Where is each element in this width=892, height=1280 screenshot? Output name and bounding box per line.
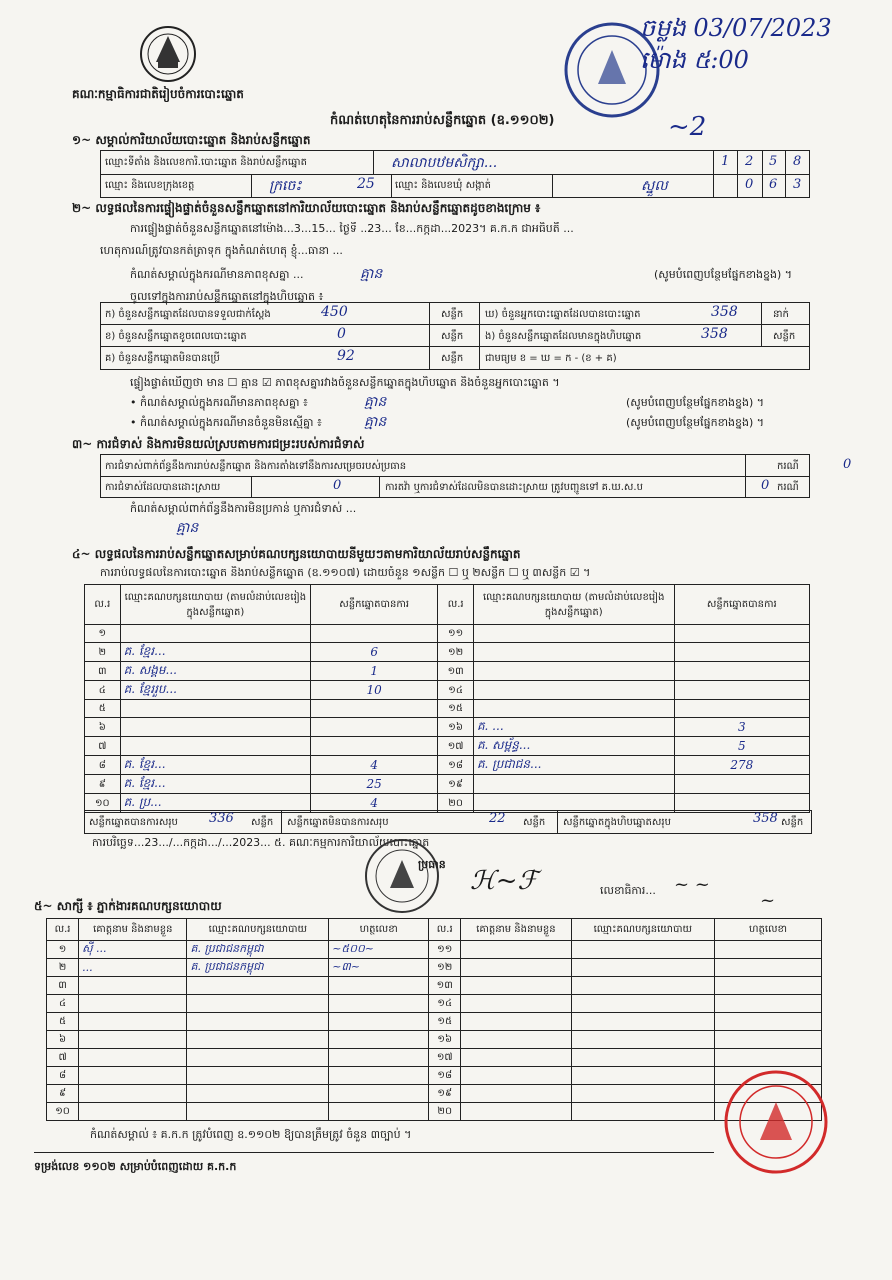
section3-note-hw: គ្មាន [176, 520, 199, 536]
objection-r2-value: 0 [333, 478, 342, 493]
w-right-no: ១៥ [429, 1013, 461, 1031]
w-right-party [571, 995, 715, 1013]
right-no: ១៨ [438, 756, 474, 775]
table-row [85, 718, 810, 737]
section2-line5: ផ្ទៀងផ្ទាត់ឃើញថា មាន ☐ គ្មាន ☑ ភាពខុសគ្នារវាងចំនួនសន្លឹកឆ្នោតក្នុងហិបឆ្នោត និងចំនួនអ្នកបោះឆ្នោត ។ [130, 376, 560, 389]
right-votes: 5 [674, 737, 809, 756]
bullet2-note: (សូមបំពេញបន្ថែមផ្នែកខាងខ្នង) ។ [626, 416, 765, 429]
total-invalid-label: សន្លឹកឆ្នោតមិនបានការសរុប [287, 817, 389, 828]
e-label: ង) ចំនួនសន្លឹកឆ្នោតដែលមានក្នុងហិបឆ្នោត [485, 331, 642, 342]
w-right-name [461, 1031, 571, 1049]
w-right-sign [715, 959, 822, 977]
col-votes-left: សន្លឹកឆ្នោតបានការ [311, 585, 438, 625]
handwritten-note: ចម្លង​ 03/07/2023 ម៉ោង ៥:00 [640, 14, 832, 74]
province-label: ឈ្មោះ និងលេខក្រុងខេត្ត [105, 180, 195, 191]
w-left-name [79, 1103, 187, 1121]
total-valid-unit: សន្លឹក [251, 817, 274, 828]
w-left-party [187, 995, 329, 1013]
w-left-party [187, 1013, 329, 1031]
w-col-party-right: ឈ្មោះគណបក្សនយោបាយ [571, 919, 715, 941]
b-unit: សន្លឹក [441, 331, 464, 342]
right-no: ១៣ [438, 662, 474, 681]
w-right-party [571, 1103, 715, 1121]
w-right-no: ១៨ [429, 1067, 461, 1085]
w-left-party [187, 1067, 329, 1085]
w-left-sign [329, 1013, 429, 1031]
w-left-name [79, 977, 187, 995]
right-votes [674, 700, 809, 718]
left-no: ៧ [85, 737, 121, 756]
red-stamp [722, 1068, 830, 1176]
right-no: ១១ [438, 625, 474, 643]
table-row [47, 941, 822, 959]
bullet1-hw: គ្មាន [364, 394, 387, 410]
w-col-no-right: ល.រ [429, 919, 461, 941]
w-left-party: គ. ប្រជាជនកម្ពុជា [187, 941, 329, 959]
table-row [47, 1103, 822, 1121]
right-party [473, 700, 674, 718]
section2-line1: ការផ្ទៀងផ្ទាត់ចំនួនសន្លឹកឆ្នោតនៅម៉ោង...3...15... ថ្ងៃទី ..23... ខែ...កក្កដា...2023។ គ.ក.ក ជាអធិបតី ... [130, 222, 574, 235]
w-col-party-left: ឈ្មោះគណបក្សនយោបាយ [187, 919, 329, 941]
w-left-name [79, 995, 187, 1013]
left-no: ៦ [85, 718, 121, 737]
c-value: 92 [337, 348, 355, 364]
left-votes: 10 [311, 681, 438, 700]
w-left-sign: ~៣~ [329, 959, 429, 977]
left-no: ១០ [85, 794, 121, 813]
a-value: 450 [321, 304, 348, 320]
e-unit: សន្លឹក [773, 331, 796, 342]
b-value: 0 [337, 326, 346, 342]
objections-table [100, 454, 852, 498]
form-title: កំណត់ហេតុនៃការរាប់សន្លឹកឆ្នោត (ឧ.១១០២) [330, 113, 555, 128]
president-label: ប្រធាន [418, 858, 446, 871]
objection-r2b-label: ការតវ៉ា ឬការជំទាស់ដែលមិនបានដោះស្រាយ ត្រូវបញ្ជូនទៅ គ.ឃ.ស.ប [385, 482, 643, 493]
w-left-no: ៣ [47, 977, 79, 995]
left-party: គ. ប្រ... [120, 794, 310, 813]
left-votes [311, 737, 438, 756]
w-left-no: ៨ [47, 1067, 79, 1085]
objection-r1-label: ការជំទាស់ពាក់ព័ន្ធនឹងការរាប់សន្លឹកឆ្នោត និងការតាំងទៅនឹងការសម្រេចរបស់ប្រធាន [105, 461, 407, 472]
section1-table [100, 150, 810, 198]
right-votes [674, 625, 809, 643]
results-table [84, 584, 810, 813]
left-votes: 25 [311, 775, 438, 794]
w-left-sign [329, 977, 429, 995]
right-no: ១៧ [438, 737, 474, 756]
left-party [120, 700, 310, 718]
section4-subtitle: ការរាប់លទ្ធផលនៃការបោះឆ្នោត និងរាប់សន្លឹកឆ្នោត (ឧ.១១០៧) ដោយចំនួន ១សន្លឹក ☐ ឬ ២សន្លឹក ☐ ឬ ៣សន្លឹក ☑ ។ [100, 566, 591, 579]
signature-top: ~2 [668, 112, 707, 142]
d-unit: នាក់ [773, 309, 789, 320]
right-no: ១៥ [438, 700, 474, 718]
w-right-name [461, 1013, 571, 1031]
right-votes [674, 662, 809, 681]
total-box-unit: សន្លឹក [781, 817, 804, 828]
c-unit: សន្លឹក [441, 353, 464, 364]
w-right-party [571, 959, 715, 977]
commune-digit-2: 6 [769, 177, 778, 192]
left-no: ៤ [85, 681, 121, 700]
left-votes [311, 625, 438, 643]
section5-note: កំណត់សម្គាល់ ៖ គ.ក.ក ត្រូវបំពេញ ឧ.១១០២ ឱ្យបានត្រឹមត្រូវ ចំនួន ៣ច្បាប់ ។ [90, 1128, 412, 1141]
right-votes [674, 681, 809, 700]
w-right-sign [715, 995, 822, 1013]
left-party: គ. ខ្មែរ... [120, 775, 310, 794]
w-col-sign-right: ហត្ថលេខា [715, 919, 822, 941]
w-right-sign [715, 941, 822, 959]
total-box-label: សន្លឹកឆ្នោតក្នុងហិបឆ្នោតសរុប [563, 817, 671, 828]
table-row [85, 775, 810, 794]
objection-unit-2: ករណី [777, 482, 799, 493]
section2-line3-hw: គ្មាន [360, 266, 383, 282]
date-line: ការបរិច្ឆេទ...23.../...កក្កដា.../...2023... ៥. គណៈកម្មការការិយាល័យបោះឆ្នោត [92, 836, 430, 849]
left-party: គ. ខ្មែរ... [120, 756, 310, 775]
w-left-party [187, 1049, 329, 1067]
w-right-name [461, 959, 571, 977]
secretary-signature-2: ~ [760, 890, 776, 911]
objection-r2b-value: 0 [761, 478, 770, 493]
total-box-value: 358 [753, 811, 778, 826]
a-label: ក) ចំនួនសន្លឹកឆ្នោតដែលបានទទួលជាក់ស្តែង [105, 309, 271, 320]
w-right-party [571, 1031, 715, 1049]
right-votes [674, 643, 809, 662]
table-row [85, 737, 810, 756]
commune-label: ឈ្មោះ និងលេខឃុំ សង្កាត់ [395, 180, 491, 191]
left-votes [311, 718, 438, 737]
w-right-party [571, 977, 715, 995]
left-no: ១ [85, 625, 121, 643]
w-left-no: ៧ [47, 1049, 79, 1067]
col-no-right: ល.រ [438, 585, 474, 625]
w-right-no: ១២ [429, 959, 461, 977]
left-no: ៩ [85, 775, 121, 794]
formula: ជាមធ្យម ខ = ឃ = ក - (ខ + គ) [485, 353, 617, 364]
right-party [473, 662, 674, 681]
w-right-name [461, 995, 571, 1013]
w-right-no: ២០ [429, 1103, 461, 1121]
w-right-name [461, 941, 571, 959]
left-party [120, 625, 310, 643]
w-right-name [461, 1103, 571, 1121]
province-value: ក្រចេះ [269, 178, 302, 194]
bullet1-note: (សូមបំពេញបន្ថែមផ្នែកខាងខ្នង) ។ [626, 396, 765, 409]
table-row [85, 700, 810, 718]
w-left-no: ៦ [47, 1031, 79, 1049]
right-party [473, 643, 674, 662]
nec-emblem [138, 24, 198, 84]
w-left-sign [329, 1067, 429, 1085]
d-value: 358 [711, 304, 738, 320]
w-right-name [461, 1067, 571, 1085]
right-party: គ. សម្ព័ន្ធ... [473, 737, 674, 756]
right-no: ១៤ [438, 681, 474, 700]
left-no: ៨ [85, 756, 121, 775]
left-party [120, 718, 310, 737]
commune-digit-1: 0 [745, 177, 754, 192]
table-row [47, 1085, 822, 1103]
site-digit-4: 8 [793, 154, 802, 169]
left-votes [311, 700, 438, 718]
president-signature: ℋ~ℱ [470, 866, 538, 896]
w-left-name [79, 1049, 187, 1067]
bullet2: • កំណត់សម្គាល់ក្នុងករណីមានចំនួនមិនស្មើគ្នា ៖ [130, 416, 322, 429]
left-party: គ. សង្គម... [120, 662, 310, 681]
objection-r1-value: 0 [843, 457, 852, 472]
site-digit-1: 1 [721, 154, 730, 169]
col-party-left: ឈ្មោះគណបក្សនយោបាយ (តាមលំដាប់លេខរៀងក្នុងសន្លឹកឆ្នោត) [120, 585, 310, 625]
table-row [85, 756, 810, 775]
w-right-no: ១៧ [429, 1049, 461, 1067]
witness-table [46, 918, 822, 1121]
w-right-no: ១៦ [429, 1031, 461, 1049]
table-row [47, 1067, 822, 1085]
secretary-signature: ~ ~ [674, 874, 710, 895]
w-right-party [571, 1049, 715, 1067]
col-no-left: ល.រ [85, 585, 121, 625]
w-left-sign [329, 1103, 429, 1121]
w-right-name [461, 1049, 571, 1067]
table-row [85, 625, 810, 643]
right-votes [674, 775, 809, 794]
w-left-party [187, 1085, 329, 1103]
w-left-no: ១ [47, 941, 79, 959]
w-left-no: ៥ [47, 1013, 79, 1031]
section3-title: ៣~ ការជំទាស់ និងការមិនយល់ស្របតាមការជម្រះរបស់ការជំទាស់ [72, 437, 365, 451]
left-votes: 4 [311, 756, 438, 775]
w-left-party [187, 1031, 329, 1049]
w-right-sign [715, 1049, 822, 1067]
a-unit: សន្លឹក [441, 309, 464, 320]
right-party [473, 625, 674, 643]
w-right-no: ១៤ [429, 995, 461, 1013]
left-no: ៥ [85, 700, 121, 718]
secretary-label: លេខាធិការ... [600, 884, 656, 897]
objection-unit-1: ករណី [777, 461, 799, 472]
left-no: ៣ [85, 662, 121, 681]
w-right-no: ១១ [429, 941, 461, 959]
ballot-count-table [100, 302, 810, 370]
total-valid-label: សន្លឹកឆ្នោតបានការសរុប [89, 817, 178, 828]
section3-note: កំណត់សម្គាល់ពាក់ព័ន្ធនឹងការមិនប្រកាន់ ឬការជំទាស់ ... [130, 502, 357, 515]
section5-title: ៥~ សាក្សី ៖ ភ្នាក់ងារគណបក្សនយោបាយ [34, 899, 222, 913]
table-row [47, 995, 822, 1013]
w-right-name [461, 1085, 571, 1103]
w-left-no: ៤ [47, 995, 79, 1013]
site-label: ឈ្មោះទីតាំង និងលេខការិ.បោះឆ្នោត និងរាប់សន្លឹកឆ្នោត [105, 157, 307, 168]
president-stamp [362, 836, 442, 916]
left-votes: 1 [311, 662, 438, 681]
w-right-party [571, 1067, 715, 1085]
w-right-name [461, 977, 571, 995]
table-row [85, 643, 810, 662]
right-no: ២០ [438, 794, 474, 813]
right-votes: 278 [674, 756, 809, 775]
w-left-name [79, 1085, 187, 1103]
bullet2-hw: គ្មាន [364, 414, 387, 430]
commune-digit-3: 3 [793, 177, 802, 192]
w-left-sign: ~៥០០~ [329, 941, 429, 959]
section2-line2: ហេតុការណ៍ត្រូវបានកត់ត្រាទុក​ ក្នុងកំណត់ហេតុ​ ខ្ញុំ...ធានា​ ... [100, 244, 343, 257]
w-right-sign [715, 977, 822, 995]
w-col-no-left: ល.រ [47, 919, 79, 941]
w-col-name-right: គោត្តនាម និងនាមខ្លួន [461, 919, 571, 941]
w-left-no: ២ [47, 959, 79, 977]
left-party: គ. ខ្មែរ... [120, 643, 310, 662]
w-right-sign [715, 1013, 822, 1031]
right-no: ១២ [438, 643, 474, 662]
w-left-sign [329, 1085, 429, 1103]
w-left-name [79, 1013, 187, 1031]
w-left-party: គ. ប្រជាជនកម្ពុជា [187, 959, 329, 977]
w-left-no: ១០ [47, 1103, 79, 1121]
table-row [47, 959, 822, 977]
totals-row [84, 810, 812, 834]
right-party: គ. ... [473, 718, 674, 737]
w-left-party [187, 977, 329, 995]
total-invalid-value: 22 [489, 811, 506, 826]
site-digit-2: 2 [745, 154, 754, 169]
bullet1: • កំណត់សម្គាល់ក្នុងករណីមានភាពខុសគ្នា ៖ [130, 396, 308, 409]
e-value: 358 [701, 326, 728, 342]
w-left-name [79, 1067, 187, 1085]
c-label: គ) ចំនួនសន្លឹកឆ្នោតមិនបានប្រើ [105, 353, 220, 364]
w-left-name [79, 1031, 187, 1049]
section4-title: ៤~ លទ្ធផលនៃការរាប់សន្លឹកឆ្នោតសម្រាប់គណបក្សនយោបាយនីមួយៗតាមការិយាល័យរាប់សន្លឹកឆ្នោត [72, 547, 521, 561]
total-invalid-unit: សន្លឹក [523, 817, 546, 828]
right-party: គ. ប្រជាជន... [473, 756, 674, 775]
w-right-no: ១៣ [429, 977, 461, 995]
left-votes: 4 [311, 794, 438, 813]
left-votes: 6 [311, 643, 438, 662]
right-party [473, 775, 674, 794]
table-row [85, 662, 810, 681]
w-right-sign [715, 1031, 822, 1049]
section2-line3: កំណត់សម្គាល់ក្នុងករណីមានភាពខុសគ្នា ... [130, 268, 304, 281]
section1-title: ១~ សម្គាល់ការិយាល័យបោះឆ្នោត និងរាប់សន្លឹកឆ្នោត [72, 133, 311, 147]
left-party [120, 737, 310, 756]
w-col-sign-left: ហត្ថលេខា [329, 919, 429, 941]
form-footer: ទម្រង់លេខ ១១០២ សម្រាប់បំពេញដោយ គ.ក.ក [34, 1160, 237, 1173]
w-right-no: ១៩ [429, 1085, 461, 1103]
right-no: ១៩ [438, 775, 474, 794]
table-row [47, 977, 822, 995]
province-number: 25 [357, 176, 375, 192]
w-col-name-left: គោត្តនាម និងនាមខ្លួន [79, 919, 187, 941]
left-no: ២ [85, 643, 121, 662]
w-left-party [187, 1103, 329, 1121]
b-label: ខ) ចំនួនសន្លឹកឆ្នោតខូចពេលបោះឆ្នោត [105, 331, 247, 342]
left-party: គ. ខ្មែររួប... [120, 681, 310, 700]
w-left-name: ... [79, 959, 187, 977]
section2-title: ២~ លទ្ធផលនៃការផ្ទៀងផ្ទាត់ចំនួនសន្លឹកឆ្នោតនៅការិយាល័យបោះឆ្នោត និងរាប់សន្លឹកឆ្នោតដូចខាងក្រោម ៖ [72, 201, 541, 215]
w-left-sign [329, 1049, 429, 1067]
total-valid-value: 336 [209, 811, 234, 826]
w-left-sign [329, 1031, 429, 1049]
w-left-no: ៩ [47, 1085, 79, 1103]
right-no: ១៦ [438, 718, 474, 737]
w-right-party [571, 941, 715, 959]
right-party [473, 681, 674, 700]
right-votes: 3 [674, 718, 809, 737]
col-party-right: ឈ្មោះគណបក្សនយោបាយ (តាមលំដាប់លេខរៀងក្នុងសន្លឹកឆ្នោត) [473, 585, 674, 625]
table-row [47, 1049, 822, 1067]
table-row [47, 1031, 822, 1049]
d-label: ឃ) ចំនួនអ្នកបោះឆ្នោតដែលបានបោះឆ្នោត [485, 309, 641, 320]
col-votes-right: សន្លឹកឆ្នោតបានការ [674, 585, 809, 625]
table-row [85, 681, 810, 700]
site-digit-3: 5 [769, 154, 778, 169]
w-left-name: ស៊ី ... [79, 941, 187, 959]
site-value: សាលាបឋមសិក្សា... [391, 155, 498, 171]
w-right-party [571, 1013, 715, 1031]
table-row [47, 1013, 822, 1031]
committee-name: គណៈកម្មាធិការជាតិរៀបចំការបោះឆ្នោត [72, 87, 244, 101]
section2-line4: ចូលទៅក្នុងការរាប់សន្លឹកឆ្នោតនៅក្នុងហិបឆ្នោត ៖ [130, 290, 324, 303]
commune-value: ស្នួល [641, 178, 668, 194]
w-right-party [571, 1085, 715, 1103]
section2-line3-tail: (សូមបំពេញបន្ថែមផ្នែកខាងខ្នង) ។ [654, 268, 793, 281]
w-left-sign [329, 995, 429, 1013]
objection-r2-label: ការជំទាស់ដែលបានដោះស្រាយ [105, 482, 221, 493]
